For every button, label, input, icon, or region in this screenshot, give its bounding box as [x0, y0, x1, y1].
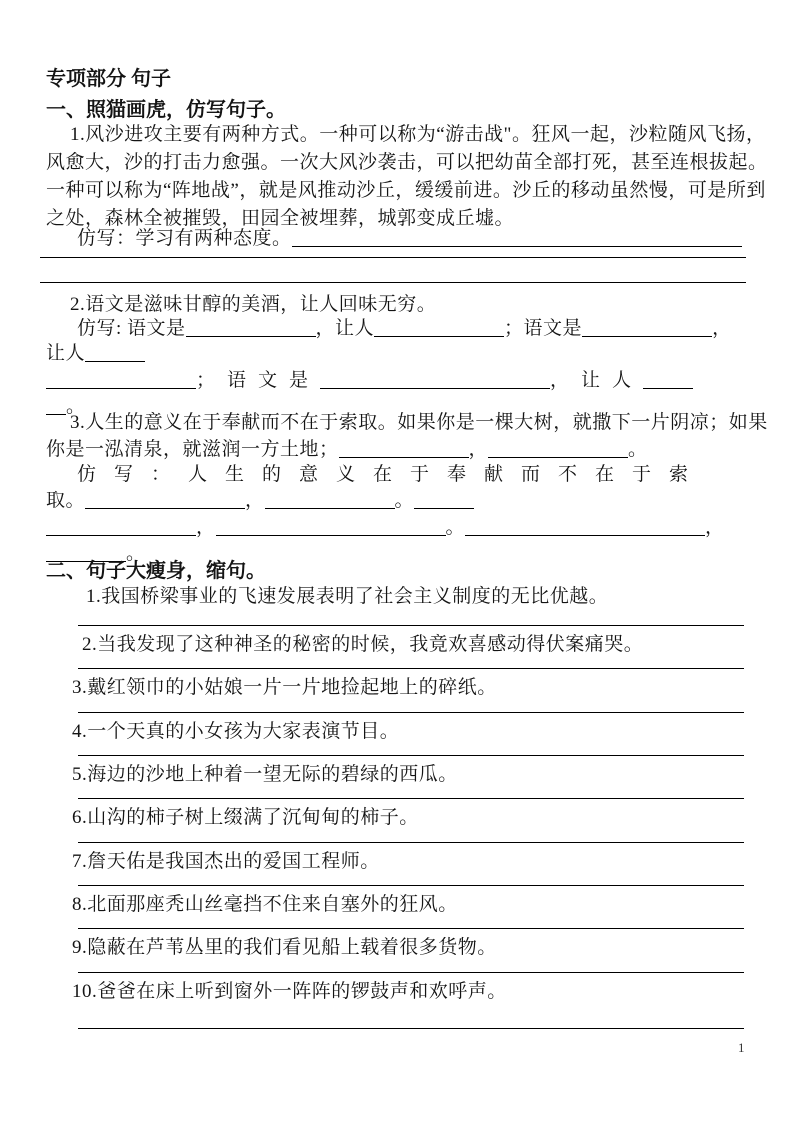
s2-item: 3.戴红领巾的小姑娘一片一片地捡起地上的碎纸。	[72, 677, 497, 698]
answer-line	[78, 842, 744, 843]
q2-fangxie-line: 让人	[46, 343, 145, 365]
q2-fangxie-line: 仿写: 语文是 ，让人 ；语文是 ，	[77, 318, 732, 339]
fill-in-blank	[339, 442, 469, 458]
answer-line	[78, 972, 744, 973]
q3-fangxie-line: 。	[46, 543, 146, 565]
q3-fangxie-line: 仿写：人生的意义在于奉献而不在于索	[77, 464, 707, 485]
fill-in-blank	[488, 442, 628, 458]
s2-item: 2.当我发现了这种神圣的秘密的时候，我竟欢喜感动得伏案痛哭。	[82, 634, 644, 655]
q3-fangxie-line: 取。 ， 。	[46, 490, 474, 512]
answer-line	[78, 625, 744, 626]
s2-item: 10.爸爸在床上听到窗外一阵阵的锣鼓声和欢呼声。	[72, 981, 507, 1002]
answer-line	[78, 755, 744, 756]
q1-para-line: 之处，森林全被摧毁，田园全被埋葬，城郭变成丘墟。	[46, 208, 515, 229]
fill-in-blank	[85, 346, 145, 362]
q3-sentence-line: 3.人生的意义在于奉献而不在于索取。如果你是一棵大树，就撒下一片阴凉；如果	[70, 412, 768, 433]
answer-line	[40, 257, 746, 258]
answer-line	[78, 712, 744, 713]
s2-item: 7.詹天佑是我国杰出的爱国工程师。	[72, 851, 380, 872]
fill-in-blank	[265, 493, 395, 509]
q3-sentence-line: 你是一泓清泉，就滋润一方土地； ， 。	[46, 439, 648, 460]
fill-in-blank	[582, 321, 712, 337]
q2-sentence: 2.语文是滋味甘醇的美酒，让人回味无穷。	[70, 294, 437, 315]
fill-in-blank	[216, 520, 446, 536]
answer-line	[78, 885, 744, 886]
fill-in-blank	[292, 231, 742, 247]
s2-item: 4.一个天真的小女孩为大家表演节目。	[72, 721, 400, 742]
section1-heading: 一、照猫画虎，仿写句子。	[46, 99, 286, 121]
answer-line	[40, 282, 746, 283]
s2-item: 1.我国桥梁事业的飞速发展表明了社会主义制度的无比优越。	[86, 586, 609, 607]
doc-title: 专项部分 句子	[46, 68, 171, 90]
s2-item: 9.隐蔽在芦苇丛里的我们看见船上载着很多货物。	[72, 937, 497, 958]
page-number: 1	[738, 1040, 745, 1055]
s2-item: 8.北面那座秃山丝毫挡不住来自塞外的狂风。	[72, 894, 458, 915]
fill-in-blank	[643, 373, 693, 389]
q2-fangxie-line: ；语文是 ，让人	[46, 370, 693, 392]
fill-in-blank	[46, 373, 196, 389]
fill-in-blank	[414, 493, 474, 509]
answer-line	[78, 928, 744, 929]
answer-line	[78, 1028, 744, 1029]
q2-fangxie-line: 。	[46, 396, 86, 418]
q3-fangxie-line: ， 。 ，	[46, 517, 725, 539]
fill-in-blank	[374, 321, 504, 337]
q1-para-line: 一种可以称为“阵地战”，就是风推动沙丘，缓缓前进。沙丘的移动虽然慢，可是所到	[46, 180, 766, 201]
answer-line	[78, 668, 744, 669]
s2-item: 6.山沟的柿子树上缀满了沉甸甸的柿子。	[72, 807, 419, 828]
fill-in-blank	[46, 520, 196, 536]
fill-in-blank	[85, 493, 245, 509]
fill-in-blank	[186, 321, 316, 337]
fill-in-blank	[46, 399, 66, 415]
fill-in-blank	[320, 373, 550, 389]
q1-para-line: 风愈大，沙的打击力愈强。一次大风沙袭击，可以把幼苗全部打死，甚至连根拔起。	[46, 152, 768, 173]
fill-in-blank	[465, 520, 705, 536]
section2-heading: 二、句子大瘦身，缩句。	[46, 560, 266, 582]
s2-item: 5.海边的沙地上种着一望无际的碧绿的西瓜。	[72, 764, 458, 785]
answer-line	[78, 798, 744, 799]
q1-para-line: 1.风沙进攻主要有两种方式。一种可以称为“游击战"。狂风一起，沙粒随风飞扬，	[70, 124, 766, 145]
q1-fangxie-line: 仿写：学习有两种态度。	[77, 228, 742, 250]
